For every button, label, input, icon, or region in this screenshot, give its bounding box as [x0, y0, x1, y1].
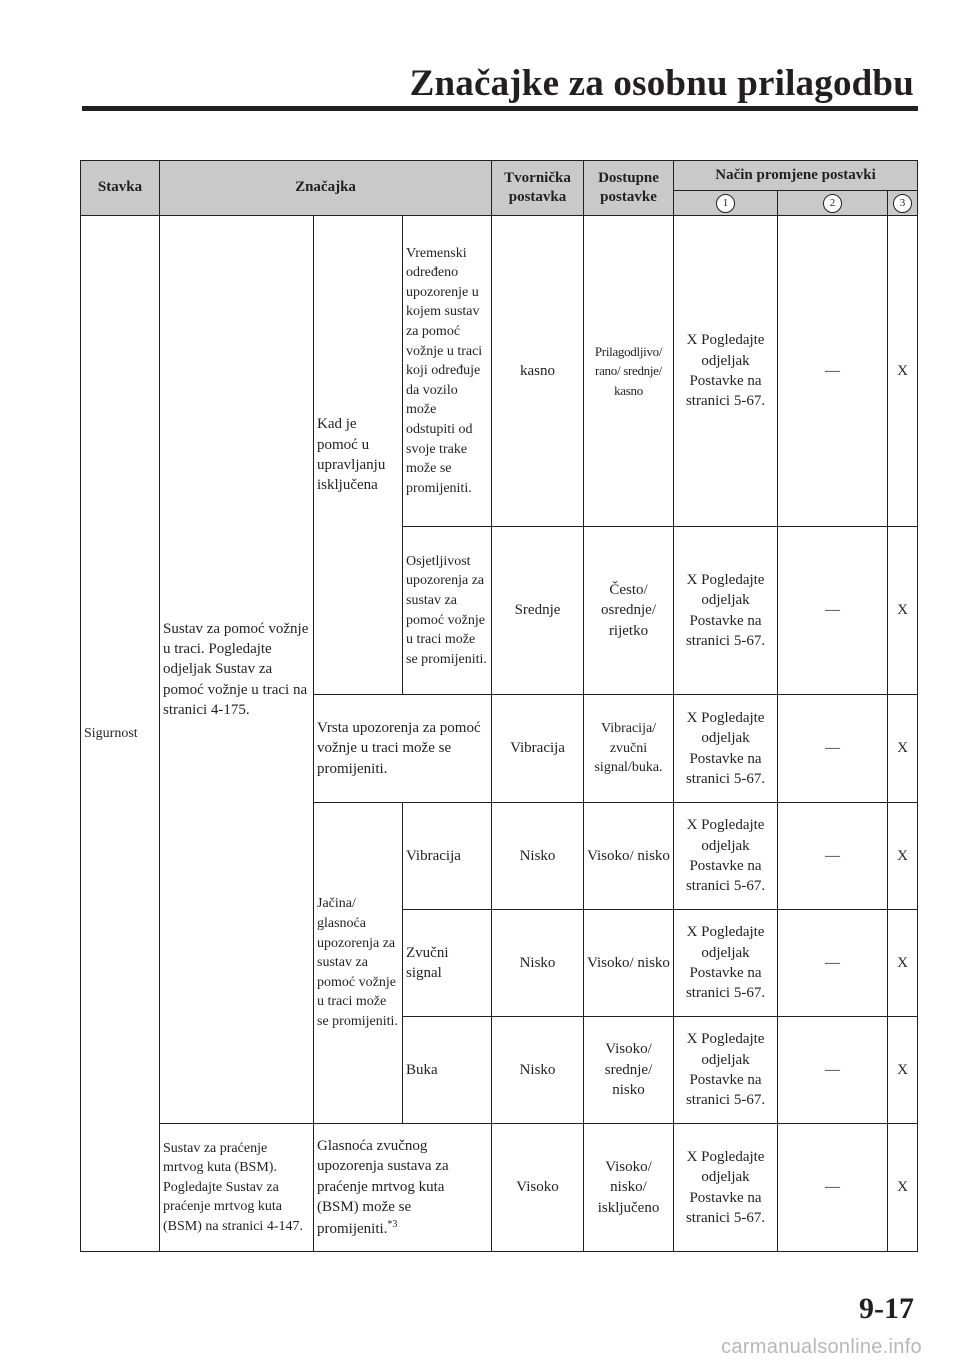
method-2-cell: —: [778, 910, 888, 1017]
feature-cell: Osjetljivost upozorenja za sustav za pomoć vožnje u traci može se promijeniti.: [403, 527, 492, 695]
method-3-cell: X: [888, 1124, 918, 1252]
feature-cell: Buka: [403, 1017, 492, 1124]
method-3-cell: X: [888, 216, 918, 527]
title-rule: [82, 106, 918, 111]
number-3-badge: 3: [893, 194, 912, 213]
method-2-cell: —: [778, 216, 888, 527]
feature-cell: Zvučni signal: [403, 910, 492, 1017]
available-settings-cell: Visoko/ nisko: [584, 910, 674, 1017]
available-settings-cell: Visoko/ nisko: [584, 803, 674, 910]
factory-setting-cell: Srednje: [492, 527, 584, 695]
header-factory: Tvornička postavka: [492, 161, 584, 216]
method-1-cell: X Pogledajte odjeljak Postavke na stranici 5-67.: [674, 527, 778, 695]
method-3-cell: X: [888, 803, 918, 910]
feature-cell: Vibracija: [403, 803, 492, 910]
method-2-cell: —: [778, 1124, 888, 1252]
lkas-system-cell: Sustav za pomoć vožnje u traci. Pogledajte odjeljak Sustav za pomoć vožnje u traci na stranici 4-175.: [160, 216, 314, 1124]
category-cell: Sigurnost: [81, 216, 160, 1252]
page-number: 9-17: [859, 1292, 914, 1325]
method-2-cell: —: [778, 527, 888, 695]
method-2-cell: —: [778, 695, 888, 803]
factory-setting-cell: Visoko: [492, 1124, 584, 1252]
header-available: Dostupne postavke: [584, 161, 674, 216]
feature-cell: [314, 1124, 492, 1252]
table-row: [81, 216, 918, 527]
method-1-cell: X Pogledajte odjeljak Postavke na stranici 5-67.: [674, 1124, 778, 1252]
settings-table: [80, 160, 918, 1252]
factory-setting-cell: kasno: [492, 216, 584, 527]
method-2-cell: —: [778, 1017, 888, 1124]
method-1-cell: X Pogledajte odjeljak Postavke na stranici 5-67.: [674, 803, 778, 910]
factory-setting-cell: Nisko: [492, 1017, 584, 1124]
header-method-3: [888, 191, 918, 216]
lkas-off-when-cell: Kad je pomoć u upravljanju isključena: [314, 216, 403, 695]
method-3-cell: X: [888, 695, 918, 803]
header-method-2: [778, 191, 888, 216]
feature-cell: Vremenski određeno upozorenje u kojem sustav za pomoć vožnje u traci koji određuje da vozilo može odstupiti od svoje trake može se promijeniti.: [403, 216, 492, 527]
method-3-cell: X: [888, 1017, 918, 1124]
method-3-cell: X: [888, 910, 918, 1017]
bsm-feature-text: Glasnoća zvučnog upozorenja sustava za praćenje mrtvog kuta (BSM) može se promijeniti.: [317, 1138, 449, 1237]
number-2-badge: 2: [823, 194, 842, 213]
method-3-cell: X: [888, 527, 918, 695]
header-method: Način promjene postavki: [674, 161, 918, 191]
number-1-badge: 1: [716, 194, 735, 213]
factory-setting-cell: Nisko: [492, 910, 584, 1017]
method-2-cell: —: [778, 803, 888, 910]
available-settings-cell: Često/ osrednje/ rijetko: [584, 527, 674, 695]
feature-cell: Vrsta upozorenja za pomoć vožnje u traci može se promijeniti.: [314, 695, 492, 803]
header-method-1: [674, 191, 778, 216]
method-1-cell: X Pogledajte odjeljak Postavke na stranici 5-67.: [674, 1017, 778, 1124]
available-settings-cell: Visoko/ srednje/ nisko: [584, 1017, 674, 1124]
factory-setting-cell: Nisko: [492, 803, 584, 910]
header-feature: Značajka: [160, 161, 492, 216]
method-1-cell: X Pogledajte odjeljak Postavke na stranici 5-67.: [674, 910, 778, 1017]
watermark-link[interactable]: carmanualsonline.info: [721, 1336, 922, 1358]
factory-setting-cell: Vibracija: [492, 695, 584, 803]
table-row: [81, 1124, 918, 1252]
method-1-cell: X Pogledajte odjeljak Postavke na stranici 5-67.: [674, 695, 778, 803]
footnote-marker: *3: [387, 1218, 398, 1230]
bsm-system-cell: Sustav za praćenje mrtvog kuta (BSM). Pogledajte Sustav za praćenje mrtvog kuta (BSM) na stranici 4-147.: [160, 1124, 314, 1252]
volume-label-cell: Jačina/ glasnoća upozorenja za sustav za pomoć vožnje u traci može se promijeniti.: [314, 803, 403, 1124]
method-1-cell: X Pogledajte odjeljak Postavke na stranici 5-67.: [674, 216, 778, 527]
available-settings-cell: Visoko/ nisko/ isključeno: [584, 1124, 674, 1252]
available-settings-cell: Vibracija/ zvučni signal/buka.: [584, 695, 674, 803]
header-item: Stavka: [81, 161, 160, 216]
available-settings-cell: Prilagodljivo/ rano/ srednje/ kasno: [584, 216, 674, 527]
page-title: Značajke za osobnu prilagodbu: [409, 63, 914, 104]
